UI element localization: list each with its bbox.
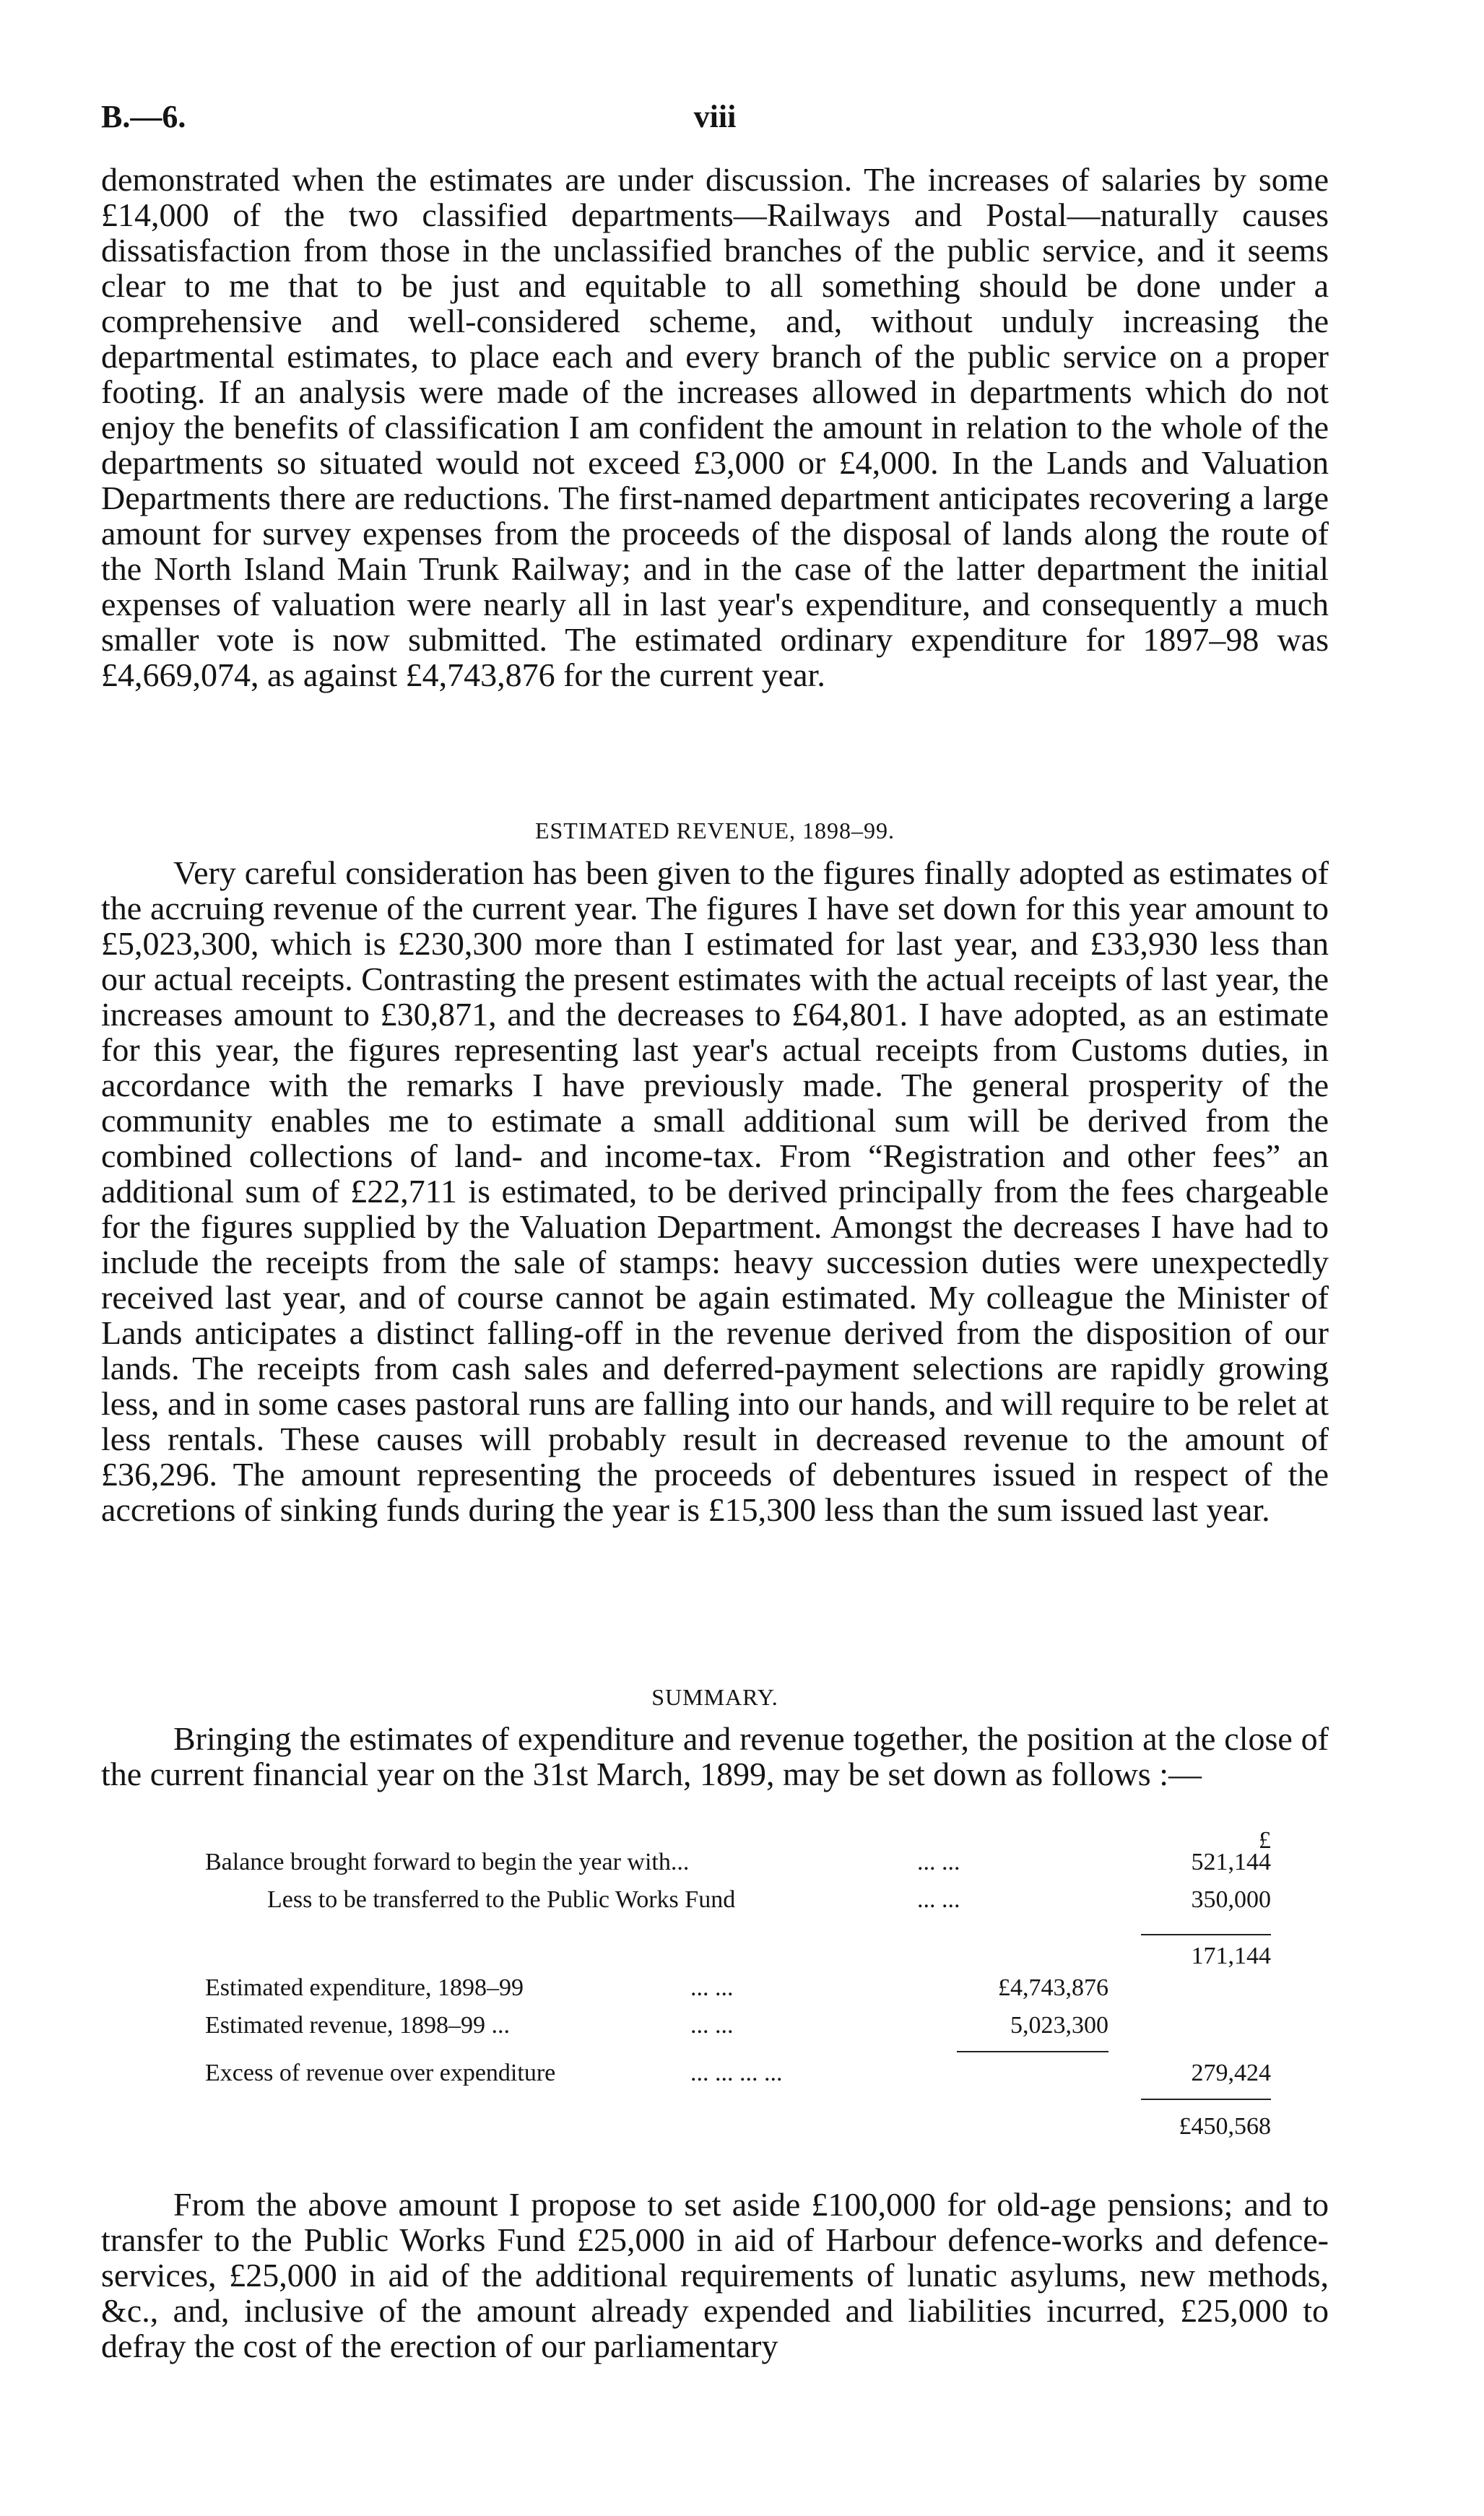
subtotal-rule	[1141, 1934, 1271, 1935]
excess-leader: ... ... ... ...	[690, 2060, 783, 2086]
heading-summary: SUMMARY.	[651, 1684, 778, 1710]
balance-value: 521,144	[1191, 1849, 1271, 1875]
difference-rule	[957, 2051, 1108, 2052]
less-label: Less to be transferred to the Public Works Fund	[267, 1886, 736, 1913]
total-rule	[1141, 2099, 1271, 2100]
paragraph-revenue: Very careful consideration has been given to the figures finally adopted as estimates of the accruing revenue of the current year. The figures I have set down for this year amount to £5,023,300, which is £230,300 more than I estimated for last year, and £33,930 less than our actual receipts. Contrasting the present estimates with the actual receipts of last year, the increases amount to £30,871, and the decreases to £64,801. I have adopted, as an estimate for this year, the figures representing last year's actual receipts from Customs duties, in accordance with the remarks I have previously made. The general prosperity of the community enables me to estimate a small additional sum will be derived from the combined collections of land- and income-tax. From “Registration and other fees” an additional sum of £22,711 is estimated, to be derived principally from the fees chargeable for the figures supplied by the Valuation Department. Amongst the decreases I have had to include the receipts from the sale of stamps: heavy succession duties were unexpectedly received last year, and of course cannot be again estimated. My colleague the Minister of Lands anticipates a distinct falling-off in the revenue derived from the disposition of our lands. The receipts from cash sales and deferred-payment selections are rapidly growing less, and in some cases pastoral runs are falling into our hands, and will require to be relet at less rentals. These causes will probably result in decreased revenue to the amount of £36,296. The amount representing the proceeds of debentures issued in respect of the accretions of sinking funds during the year is £15,300 less than the sum issued last year.	[101, 854, 1329, 1528]
page-header	[101, 98, 1329, 142]
paragraph-allocation: From the above amount I propose to set aside £100,000 for old-age pensions; and to transfer to the Public Works Fund £25,000 in aid of Harbour defence-works and defence-services, £25,000 in aid of the additional requirements of lunatic asylums, new methods, &c., and, inclusive of the amount already expended and liabilities incurred, £25,000 to defray the cost of the erection of our parliamentary	[101, 2186, 1329, 2364]
balance-leader: ... ...	[917, 1849, 960, 1875]
expenditure-label: Estimated expenditure, 1898–99	[205, 1974, 524, 2001]
revenue-value: 5,023,300	[1010, 2012, 1108, 2039]
paragraph-salaries: demonstrated when the estimates are under discussion. The increases of salaries by some £14,000 of the two classified departments—Railways and Postal—naturally causes dissatisfaction from those in the unclassified branches of the public service, and it seems clear to me that to be just and equitable to all something should be done under a comprehensive and well-considered scheme, and, without unduly increasing the departmental estimates, to place each and every branch of the public service on a proper footing. If an analysis were made of the increases allowed in departments which do not enjoy the benefits of classification I am confident the amount in relation to the whole of the departments so situated would not exceed £3,000 or £4,000. In the Lands and Valuation Departments there are reductions. The first-named department anticipates recovering a large amount for survey expenses from the proceeds of the disposal of lands along the route of the North Island Main Trunk Railway; and in the case of the latter department the initial expenses of valuation were nearly all in last year's expenditure, and consequently a much smaller vote is now submitted. The estimated ordinary expenditure for 1897–98 was £4,669,074, as against £4,743,876 for the current year.	[101, 161, 1329, 693]
excess-value: 279,424	[1191, 2060, 1271, 2086]
revenue-label: Estimated revenue, 1898–99 ...	[205, 2012, 511, 2039]
less-value: 350,000	[1191, 1886, 1271, 1913]
less-leader: ... ...	[917, 1886, 960, 1913]
summary-table	[101, 1827, 1329, 2166]
expenditure-value: £4,743,876	[998, 1974, 1108, 2001]
revenue-leader: ... ...	[690, 2012, 734, 2039]
expenditure-leader: ... ...	[690, 1974, 734, 2001]
document-reference: B.—6.	[101, 99, 186, 134]
balance-label: Balance brought forward to begin the year with...	[205, 1849, 690, 1875]
currency-heading: £	[1259, 1827, 1271, 1854]
heading-estimated-revenue: ESTIMATED REVENUE, 1898–99.	[534, 817, 895, 843]
excess-label: Excess of revenue over expenditure	[205, 2060, 556, 2086]
page-number: viii	[693, 99, 737, 134]
total-value: £450,568	[1179, 2113, 1271, 2140]
paragraph-summary-intro: Bringing the estimates of expenditure and revenue together, the position at the close of the current financial year on the 31st March, 1899, may be set down as follows :—	[101, 1720, 1329, 1792]
net-balance-value: 171,144	[1191, 1943, 1271, 1969]
